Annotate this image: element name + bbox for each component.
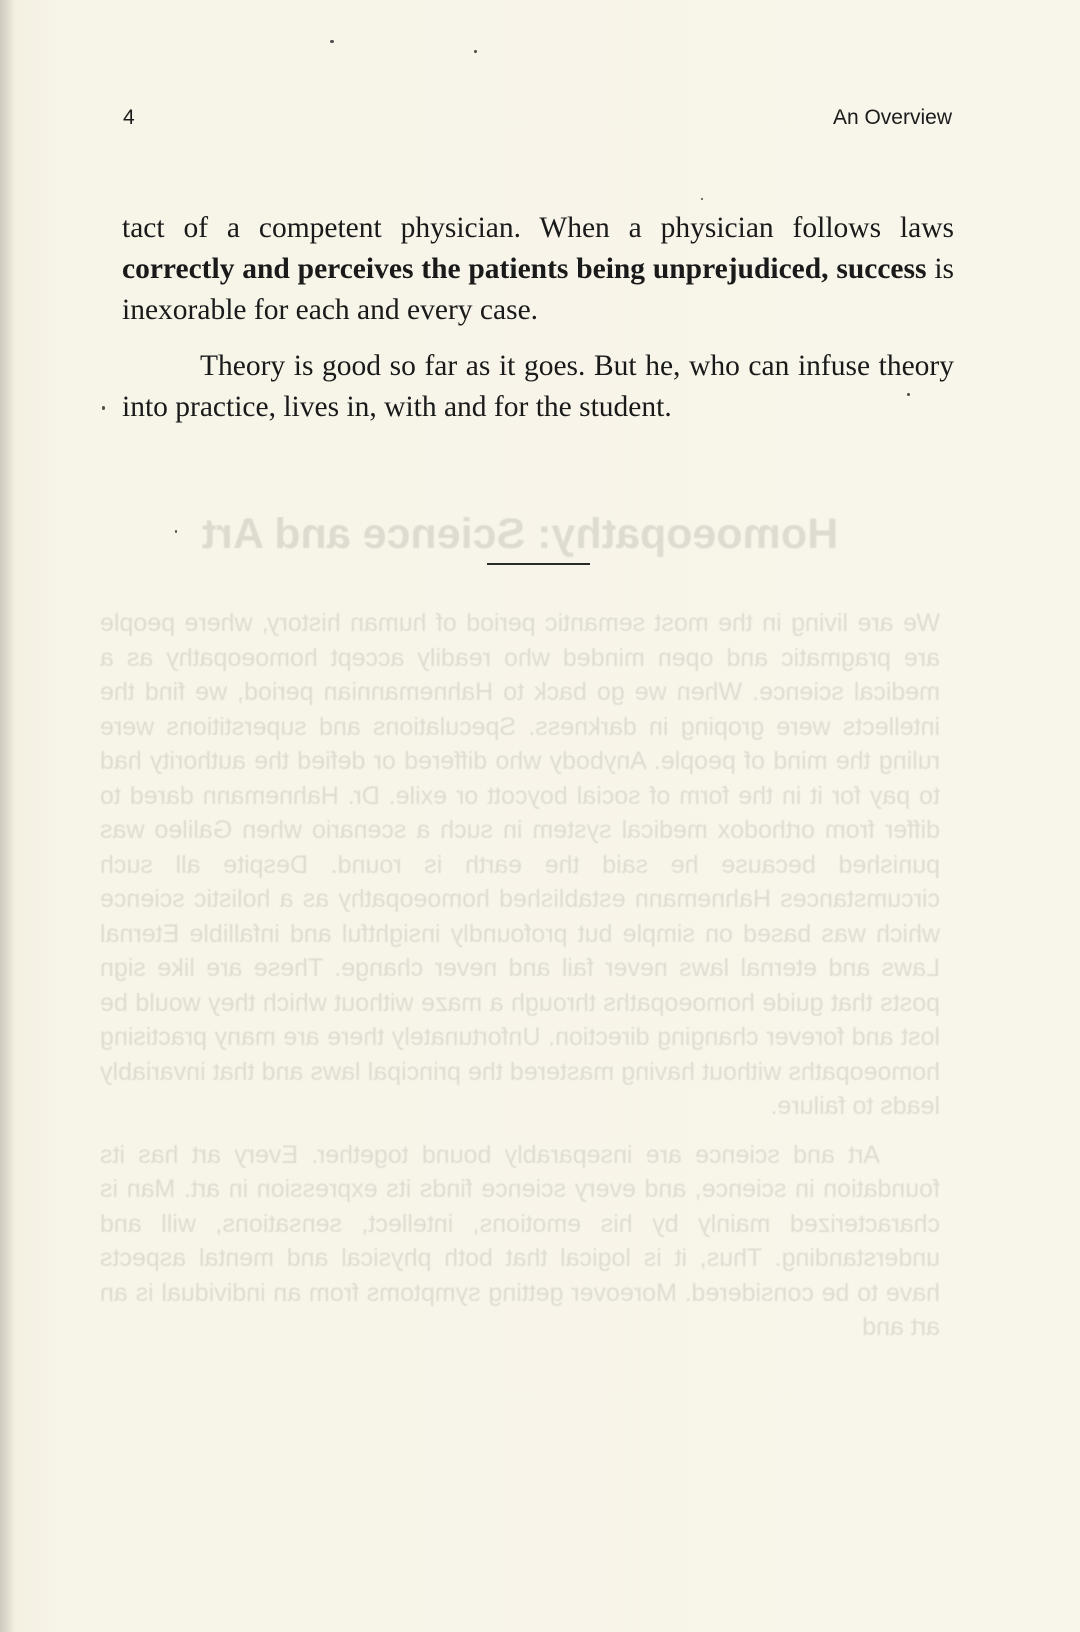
paragraph-1-line-1: tact of a competent physician. When a physician follows laws bbox=[122, 212, 954, 244]
paper-speck bbox=[102, 406, 105, 410]
show-through-paragraph-2: Art and science are inseparably bound together. Every art has its foundation in science, and every science finds its expression in art. Man is characterized mainly by his emotions, intellect, sensations, will and understanding. Thus, it is logical that both physical and mental aspects have to be considered. Moreover getting symptoms from an individual is an art and bbox=[100, 1140, 940, 1341]
show-through-paragraph-1: We are living in the most semantic period of human history, where people are pragmatic and open minded who readily accept homoeopathy as a medical science. When we go back to Hahnemannian period, we find the intellects were groping in darkness. Speculations and superstitions were ruling the mind of people. Anybody who differed or defied the authority had to pay for it in the form of social boycott or exile. Dr. Hahnemann dared to differ from orthodox medical system in such a scenario when Galileo was punished because he said the earth is round. Despite all such circumstances Hahnemann established homoeopathy as a holistic science which was based on simple but profoundly insightful and infallible Eternal Laws and eternal laws never fail and never change. These are like sign posts that guide homoeopaths through a maze without which they would be lost and forever changing direction. Unfortunately there are many practising homoeopaths without having mastered the principal laws and that invariably leads to failure. bbox=[100, 609, 940, 1120]
binding-shadow bbox=[0, 0, 14, 1632]
paper-speck bbox=[474, 50, 477, 53]
paper-speck bbox=[701, 198, 703, 200]
show-through-heading: Homoeopathy: Science and Art bbox=[201, 510, 839, 558]
page-number: 4 bbox=[123, 106, 135, 129]
paragraph-1-line-3: is inexorable for each and every case. bbox=[122, 253, 955, 326]
paragraph-2: Theory is good so far as it goes. But he, who can infuse theory into practice, lives in, with and for the student. bbox=[122, 350, 954, 423]
running-head bbox=[123, 106, 952, 134]
paper-speck bbox=[907, 393, 910, 396]
running-head-title: An Overview bbox=[832, 106, 952, 129]
paragraph-1 bbox=[122, 208, 954, 331]
paper-speck bbox=[330, 40, 334, 43]
paper-speck bbox=[175, 530, 177, 533]
paragraph-1-line-2: correctly and perceives the patients being unprejudiced, success bbox=[122, 253, 927, 285]
reverse-side-show-through bbox=[100, 508, 940, 1345]
heading-underline bbox=[487, 563, 590, 565]
